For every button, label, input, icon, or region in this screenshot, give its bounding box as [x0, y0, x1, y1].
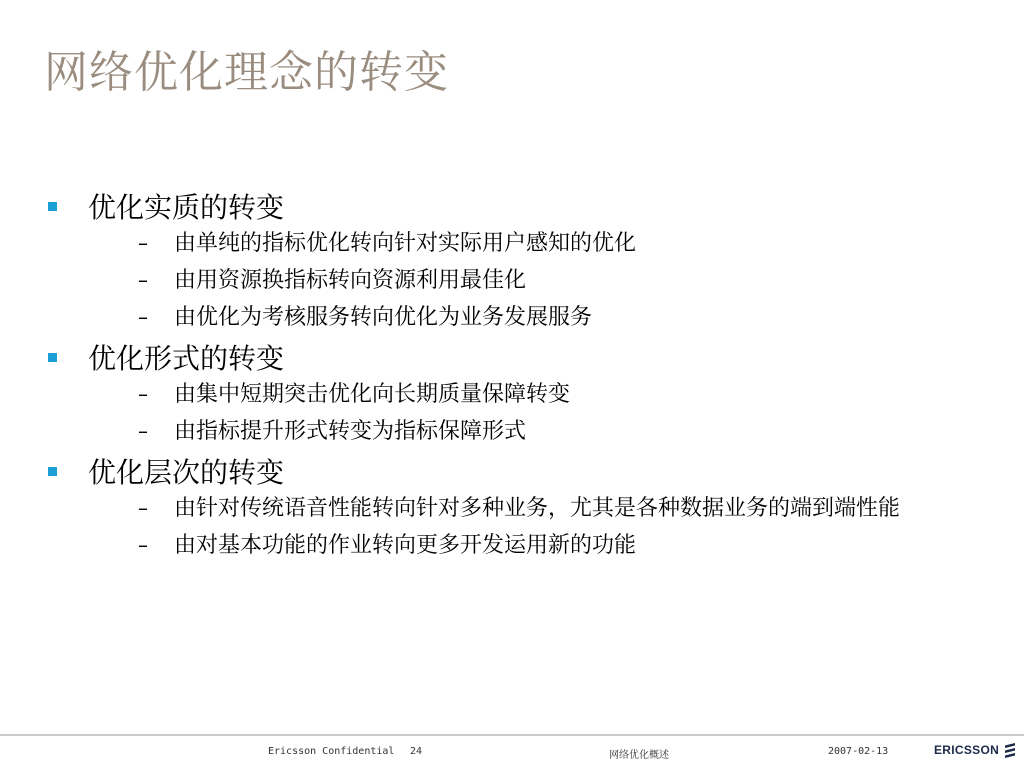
sub-list	[48, 493, 948, 561]
square-bullet-icon	[48, 353, 57, 362]
square-bullet-icon	[48, 467, 57, 476]
list-item	[48, 265, 918, 296]
footer-divider	[0, 734, 1024, 736]
section-form	[48, 339, 948, 447]
dash-marker: –	[138, 231, 148, 255]
section-label: 优化层次的转变	[88, 456, 285, 489]
list-item	[48, 379, 918, 410]
list-item-text: 由优化为考核服务转向优化为业务发展服务	[174, 305, 593, 330]
footer-page-number: 24	[410, 746, 423, 757]
list-item-text: 由集中短期突击优化向长期质量保障转变	[174, 382, 571, 407]
list-item	[48, 228, 918, 259]
dash-marker: –	[138, 382, 148, 406]
list-item-text: 由用资源换指标转向资源利用最佳化	[174, 268, 527, 293]
square-bullet-icon	[48, 202, 57, 211]
list-item	[48, 302, 918, 333]
dash-marker: –	[138, 533, 148, 557]
dash-marker: –	[138, 268, 148, 292]
list-item-text: 由针对传统语音性能转向针对多种业务，尤其是各种数据业务的端到端性能	[174, 496, 901, 521]
dash-marker: –	[138, 419, 148, 443]
footer-date: 2007-02-13	[828, 746, 889, 757]
list-item-text: 由单纯的指标优化转向针对实际用户感知的优化	[174, 231, 637, 256]
sub-list	[48, 228, 948, 333]
dash-marker: –	[138, 305, 148, 329]
list-item-text: 由对基本功能的作业转向更多开发运用新的功能	[174, 533, 637, 558]
list-item	[48, 416, 918, 447]
list-item	[48, 493, 918, 524]
section-label: 优化实质的转变	[88, 191, 285, 224]
list-item	[48, 530, 918, 561]
slide-content	[48, 188, 948, 567]
footer-topic: 网络优化概述	[609, 750, 669, 761]
ericsson-logo	[934, 740, 1016, 760]
ericsson-logo-icon	[1004, 742, 1016, 758]
section-label: 优化形式的转变	[88, 342, 285, 375]
logo-text: ERICSSON	[934, 743, 1000, 757]
section-level	[48, 453, 948, 561]
section-substance	[48, 188, 948, 333]
footer-confidential: Ericsson Confidential	[268, 746, 395, 757]
list-item-text: 由指标提升形式转变为指标保障形式	[174, 419, 527, 444]
dash-marker: –	[138, 496, 148, 520]
slide-title: 网络优化理念的转变	[44, 47, 449, 98]
sub-list	[48, 379, 948, 447]
